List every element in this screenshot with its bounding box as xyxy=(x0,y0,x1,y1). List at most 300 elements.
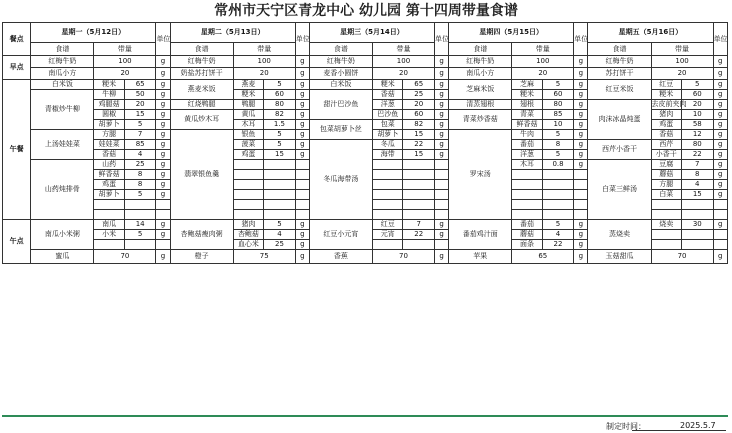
empty-cell xyxy=(94,200,124,210)
lunch-ingredient-qty: 10 xyxy=(542,120,574,130)
snack-ingredient: 猪肉 xyxy=(233,220,263,230)
lunch-dish: 肉沫冰晶炖蛋 xyxy=(588,100,651,140)
lunch-ingredient-qty: 82 xyxy=(264,110,296,120)
empty-cell xyxy=(574,190,588,200)
empty-cell xyxy=(435,240,449,250)
unit-cell: g xyxy=(156,160,170,170)
empty-cell xyxy=(156,240,170,250)
empty-cell xyxy=(156,210,170,220)
fruit-qty: 75 xyxy=(233,250,295,264)
empty-cell xyxy=(512,190,542,200)
fruit-name: 苹果 xyxy=(449,250,512,264)
empty-cell xyxy=(264,160,296,170)
lunch-ingredient-qty: 80 xyxy=(682,140,714,150)
empty-cell xyxy=(233,200,263,210)
lunch-ingredient-qty: 8 xyxy=(682,170,714,180)
snack-ingredient: 元宵 xyxy=(372,230,402,240)
empty-cell xyxy=(295,180,309,190)
meal-label-snack: 午点 xyxy=(3,220,31,264)
lunch-dish: 包菜胡萝卜丝 xyxy=(309,120,372,140)
unit-cell: g xyxy=(435,80,449,90)
empty-cell xyxy=(682,210,714,220)
lunch-ingredient: 红豆 xyxy=(651,80,681,90)
empty-cell xyxy=(372,170,402,180)
lunch-dish: 红烧鸭腿 xyxy=(170,100,233,110)
breakfast-dish: 红梅牛奶 xyxy=(31,56,94,68)
snack-ingredient-qty: 4 xyxy=(542,230,574,240)
lunch-ingredient: 番茄 xyxy=(512,140,542,150)
unit-cell: g xyxy=(156,140,170,150)
lunch-ingredient-qty: 20 xyxy=(403,100,435,110)
lunch-ingredient-qty: 8 xyxy=(124,180,156,190)
snack-dish: 红豆小元宵 xyxy=(309,220,372,250)
day-header: 星期三（5月14日） xyxy=(309,23,434,43)
empty-cell xyxy=(574,200,588,210)
breakfast-qty: 100 xyxy=(94,56,156,68)
fruit-qty: 70 xyxy=(94,250,156,264)
unit-cell: g xyxy=(713,180,727,190)
unit-cell: g xyxy=(295,150,309,160)
unit-cell: g xyxy=(435,120,449,130)
snack-dish: 杏鲍菇瘦肉粥 xyxy=(170,220,233,250)
lunch-ingredient: 包菜 xyxy=(372,120,402,130)
empty-cell xyxy=(574,170,588,180)
lunch-ingredient: 鲜香菇 xyxy=(512,120,542,130)
empty-cell xyxy=(512,170,542,180)
unit-cell: g xyxy=(574,90,588,100)
empty-cell xyxy=(372,210,402,220)
recipe-header: 食谱 xyxy=(309,43,372,56)
unit-cell: g xyxy=(295,56,309,68)
lunch-ingredient-qty: 5 xyxy=(542,80,574,90)
unit-cell: g xyxy=(713,130,727,140)
empty-cell xyxy=(94,210,124,220)
fruit-qty: 70 xyxy=(372,250,434,264)
breakfast-dish: 奶盐苏打饼干 xyxy=(170,68,233,80)
breakfast-qty: 20 xyxy=(651,68,713,80)
empty-cell xyxy=(713,200,727,210)
empty-cell xyxy=(124,210,156,220)
empty-cell xyxy=(372,200,402,210)
breakfast-dish: 红梅牛奶 xyxy=(170,56,233,68)
empty-cell xyxy=(295,160,309,170)
unit-cell: g xyxy=(574,150,588,160)
snack-ingredient: 南瓜 xyxy=(94,220,124,230)
lunch-ingredient: 娃娃菜 xyxy=(94,140,124,150)
lunch-ingredient-qty: 5 xyxy=(264,130,296,140)
empty-cell xyxy=(435,190,449,200)
lunch-ingredient-qty: 5 xyxy=(542,150,574,160)
empty-cell xyxy=(651,230,681,240)
meal-label-breakfast: 早点 xyxy=(3,56,31,80)
breakfast-dish: 麦香小圆饼 xyxy=(309,68,372,80)
lunch-ingredient: 巴沙鱼 xyxy=(372,110,402,120)
lunch-dish: 黄瓜炒木耳 xyxy=(170,110,233,130)
meal-label-lunch: 午餐 xyxy=(3,80,31,220)
unit-cell: g xyxy=(574,140,588,150)
lunch-ingredient: 粳米 xyxy=(94,80,124,90)
snack-ingredient-qty: 5 xyxy=(124,230,156,240)
lunch-ingredient-qty: 5 xyxy=(542,130,574,140)
unit-cell: g xyxy=(435,68,449,80)
lunch-dish: 罗宋汤 xyxy=(449,130,512,220)
breakfast-dish: 苏打饼干 xyxy=(588,68,651,80)
lunch-ingredient-qty: 60 xyxy=(542,90,574,100)
lunch-ingredient: 燕麦 xyxy=(233,80,263,90)
empty-cell xyxy=(372,190,402,200)
empty-cell xyxy=(512,210,542,220)
lunch-ingredient-qty: 1.5 xyxy=(264,120,296,130)
breakfast-dish: 南瓜小方 xyxy=(449,68,512,80)
unit-cell: g xyxy=(713,110,727,120)
footer-underline xyxy=(632,430,726,431)
unit-cell: g xyxy=(574,250,588,264)
snack-ingredient: 面条 xyxy=(512,240,542,250)
empty-cell xyxy=(233,210,263,220)
empty-cell xyxy=(574,180,588,190)
unit-cell: g xyxy=(156,80,170,90)
unit-cell: g xyxy=(156,130,170,140)
lunch-ingredient-qty: 15 xyxy=(124,110,156,120)
lunch-ingredient-qty: 5 xyxy=(264,80,296,90)
empty-cell xyxy=(403,180,435,190)
empty-cell xyxy=(372,180,402,190)
empty-cell xyxy=(512,180,542,190)
unit-cell: g xyxy=(295,240,309,250)
unit-cell: g xyxy=(713,170,727,180)
lunch-ingredient-qty: 5 xyxy=(124,190,156,200)
lunch-ingredient: 翅根 xyxy=(512,100,542,110)
lunch-ingredient: 菠菜 xyxy=(233,140,263,150)
empty-cell xyxy=(435,200,449,210)
unit-cell: g xyxy=(435,100,449,110)
lunch-ingredient: 山药 xyxy=(94,160,124,170)
lunch-ingredient: 香菇 xyxy=(94,150,124,160)
empty-cell xyxy=(403,240,435,250)
lunch-ingredient: 鲜香菇 xyxy=(94,170,124,180)
lunch-dish: 红豆米饭 xyxy=(588,80,651,100)
quantity-header: 带量 xyxy=(233,43,295,56)
lunch-ingredient-qty: 85 xyxy=(542,110,574,120)
unit-cell: g xyxy=(574,68,588,80)
unit-cell: g xyxy=(435,250,449,264)
breakfast-dish: 南瓜小方 xyxy=(31,68,94,80)
empty-cell xyxy=(124,240,156,250)
lunch-ingredient-qty: 82 xyxy=(403,120,435,130)
unit-cell: g xyxy=(435,130,449,140)
lunch-ingredient: 方腿 xyxy=(651,180,681,190)
lunch-ingredient: 胡萝卜 xyxy=(94,120,124,130)
unit-cell: g xyxy=(713,160,727,170)
snack-ingredient: 烧卖 xyxy=(651,220,681,230)
unit-cell: g xyxy=(574,220,588,230)
lunch-ingredient: 黄瓜 xyxy=(233,110,263,120)
empty-cell xyxy=(372,240,402,250)
empty-cell xyxy=(264,210,296,220)
unit-cell: g xyxy=(435,56,449,68)
page-title: 常州市天宁区青龙中心 幼儿园 第十四周带量食谱 xyxy=(214,3,518,19)
snack-ingredient-qty: 5 xyxy=(264,220,296,230)
unit-cell: g xyxy=(713,140,727,150)
unit-cell: g xyxy=(713,90,727,100)
unit-cell: g xyxy=(435,140,449,150)
lunch-ingredient: 蘑菇 xyxy=(651,170,681,180)
breakfast-qty: 20 xyxy=(233,68,295,80)
lunch-ingredient: 青菜 xyxy=(512,110,542,120)
unit-cell: g xyxy=(574,130,588,140)
empty-cell xyxy=(403,170,435,180)
unit-cell: g xyxy=(435,150,449,160)
unit-cell: g xyxy=(574,110,588,120)
unit-cell: g xyxy=(156,120,170,130)
lunch-dish: 上汤娃娃菜 xyxy=(31,130,94,160)
unit-cell: g xyxy=(574,100,588,110)
empty-cell xyxy=(682,230,714,240)
lunch-ingredient-qty: 60 xyxy=(682,90,714,100)
empty-cell xyxy=(295,210,309,220)
lunch-dish: 芝麻米饭 xyxy=(449,80,512,100)
lunch-ingredient-qty: 80 xyxy=(264,100,296,110)
unit-header: 单位 xyxy=(295,23,309,56)
snack-ingredient-qty: 25 xyxy=(264,240,296,250)
snack-ingredient: 杏鲍菇 xyxy=(233,230,263,240)
lunch-ingredient-qty: 25 xyxy=(403,90,435,100)
unit-cell: g xyxy=(435,230,449,240)
lunch-dish: 山药炖排骨 xyxy=(31,160,94,220)
lunch-ingredient-qty: 65 xyxy=(124,80,156,90)
lunch-ingredient-qty: 22 xyxy=(682,150,714,160)
lunch-ingredient: 猪肉 xyxy=(651,110,681,120)
unit-cell: g xyxy=(156,110,170,120)
empty-cell xyxy=(574,210,588,220)
unit-cell: g xyxy=(713,220,727,230)
lunch-dish: 白菜三鲜汤 xyxy=(588,160,651,220)
empty-cell xyxy=(233,180,263,190)
empty-cell xyxy=(651,210,681,220)
empty-cell xyxy=(403,190,435,200)
lunch-ingredient: 白菜 xyxy=(651,190,681,200)
empty-cell xyxy=(372,160,402,170)
lunch-ingredient: 鸡腿菇 xyxy=(94,100,124,110)
lunch-ingredient: 胡萝卜 xyxy=(372,130,402,140)
unit-cell: g xyxy=(435,90,449,100)
recipe-header: 食谱 xyxy=(170,43,233,56)
fruit-name: 香蕉 xyxy=(309,250,372,264)
snack-ingredient: 血心米 xyxy=(233,240,263,250)
day-header: 星期五（5月16日） xyxy=(588,23,713,43)
lunch-ingredient: 牛肉 xyxy=(512,130,542,140)
empty-cell xyxy=(682,240,714,250)
snack-ingredient-qty: 22 xyxy=(542,240,574,250)
unit-cell: g xyxy=(295,68,309,80)
lunch-ingredient-qty: 60 xyxy=(264,90,296,100)
lunch-ingredient: 小香干 xyxy=(651,150,681,160)
unit-cell: g xyxy=(574,120,588,130)
unit-cell: g xyxy=(574,160,588,170)
snack-dish: 番茄鸡汁面 xyxy=(449,220,512,250)
lunch-ingredient: 西芹 xyxy=(651,140,681,150)
empty-cell xyxy=(542,200,574,210)
unit-cell: g xyxy=(295,250,309,264)
unit-cell: g xyxy=(295,220,309,230)
empty-cell xyxy=(403,210,435,220)
empty-cell xyxy=(233,190,263,200)
lunch-ingredient: 牛柳 xyxy=(94,90,124,100)
snack-ingredient: 小米 xyxy=(94,230,124,240)
unit-cell: g xyxy=(295,230,309,240)
snack-ingredient-qty: 22 xyxy=(403,230,435,240)
unit-cell: g xyxy=(713,120,727,130)
unit-cell: g xyxy=(156,180,170,190)
lunch-ingredient: 方腿 xyxy=(94,130,124,140)
lunch-ingredient-qty: 5 xyxy=(682,80,714,90)
snack-ingredient: 红豆 xyxy=(372,220,402,230)
empty-cell xyxy=(94,240,124,250)
empty-cell xyxy=(295,170,309,180)
lunch-ingredient: 香菇 xyxy=(651,130,681,140)
lunch-ingredient: 洋葱 xyxy=(512,150,542,160)
lunch-ingredient: 海带 xyxy=(372,150,402,160)
unit-cell: g xyxy=(156,100,170,110)
empty-cell xyxy=(264,190,296,200)
snack-dish: 蒸烧卖 xyxy=(588,220,651,250)
recipe-header: 食谱 xyxy=(588,43,651,56)
breakfast-qty: 100 xyxy=(651,56,713,68)
snack-ingredient-qty: 14 xyxy=(124,220,156,230)
empty-cell xyxy=(542,210,574,220)
empty-cell xyxy=(264,170,296,180)
lunch-ingredient: 粳米 xyxy=(372,80,402,90)
unit-cell: g xyxy=(713,250,727,264)
lunch-ingredient: 去皮前夹肉 xyxy=(651,100,687,108)
empty-cell xyxy=(403,160,435,170)
unit-cell: g xyxy=(295,140,309,150)
lunch-ingredient-qty: 15 xyxy=(403,130,435,140)
unit-cell: g xyxy=(295,80,309,90)
lunch-ingredient-qty: 7 xyxy=(682,160,714,170)
lunch-ingredient: 芝麻 xyxy=(512,80,542,90)
empty-cell xyxy=(264,200,296,210)
breakfast-qty: 100 xyxy=(372,56,434,68)
quantity-header: 带量 xyxy=(94,43,156,56)
empty-cell xyxy=(542,180,574,190)
unit-cell: g xyxy=(713,150,727,160)
quantity-header: 带量 xyxy=(651,43,713,56)
breakfast-qty: 20 xyxy=(512,68,574,80)
empty-cell xyxy=(512,200,542,210)
unit-cell: g xyxy=(713,68,727,80)
unit-cell: g xyxy=(156,90,170,100)
meal-column-header: 餐点 xyxy=(3,23,31,56)
snack-ingredient-qty: 7 xyxy=(403,220,435,230)
lunch-ingredient-qty: 20 xyxy=(682,100,714,110)
unit-cell: g xyxy=(295,90,309,100)
breakfast-dish: 红梅牛奶 xyxy=(309,56,372,68)
lunch-ingredient: 胡萝卜 xyxy=(94,190,124,200)
unit-cell: g xyxy=(156,170,170,180)
lunch-ingredient-qty: 15 xyxy=(403,150,435,160)
empty-cell xyxy=(435,210,449,220)
lunch-ingredient: 鸡蛋 xyxy=(651,120,681,130)
unit-cell: g xyxy=(435,220,449,230)
sheet-bottom-bar xyxy=(2,415,728,417)
empty-cell xyxy=(542,170,574,180)
empty-cell xyxy=(295,190,309,200)
lunch-dish: 青椒炒牛柳 xyxy=(31,90,94,130)
empty-cell xyxy=(233,160,263,170)
fruit-name: 橙子 xyxy=(170,250,233,264)
snack-ingredient: 蘑菇 xyxy=(512,230,542,240)
quantity-header: 带量 xyxy=(512,43,574,56)
snack-ingredient-qty: 4 xyxy=(264,230,296,240)
unit-cell: g xyxy=(156,220,170,230)
lunch-ingredient-qty: 65 xyxy=(403,80,435,90)
lunch-ingredient-qty: 22 xyxy=(403,140,435,150)
unit-cell: g xyxy=(295,120,309,130)
recipe-header: 食谱 xyxy=(449,43,512,56)
lunch-ingredient-qty: 58 xyxy=(682,120,714,130)
lunch-ingredient: 冬瓜 xyxy=(372,140,402,150)
lunch-ingredient: 银鱼 xyxy=(233,130,263,140)
lunch-ingredient-qty: 12 xyxy=(682,130,714,140)
snack-ingredient-qty: 5 xyxy=(542,220,574,230)
fruit-name: 蜜瓜 xyxy=(31,250,94,264)
lunch-ingredient: 木耳 xyxy=(512,160,542,170)
lunch-ingredient: 鸭腿 xyxy=(233,100,263,110)
lunch-dish: 白米饭 xyxy=(31,80,94,90)
unit-cell: g xyxy=(156,56,170,68)
lunch-ingredient-qty: 5 xyxy=(124,120,156,130)
lunch-dish: 清蒸翅根 xyxy=(449,100,512,110)
lunch-ingredient-qty: 15 xyxy=(264,150,296,160)
lunch-dish: 白米饭 xyxy=(309,80,372,90)
lunch-dish: 西芹小香干 xyxy=(588,140,651,160)
fruit-qty: 65 xyxy=(512,250,574,264)
unit-cell: g xyxy=(713,80,727,90)
fruit-name: 玉菇甜瓜 xyxy=(588,250,651,264)
lunch-ingredient-qty: 5 xyxy=(264,140,296,150)
day-header: 星期四（5月15日） xyxy=(449,23,574,43)
fruit-qty: 70 xyxy=(651,250,713,264)
empty-cell xyxy=(295,200,309,210)
empty-cell xyxy=(264,180,296,190)
unit-header: 单位 xyxy=(435,23,449,56)
lunch-ingredient-qty: 10 xyxy=(682,110,714,120)
unit-cell: g xyxy=(295,100,309,110)
unit-cell: g xyxy=(156,230,170,240)
unit-cell: g xyxy=(295,130,309,140)
unit-cell: g xyxy=(713,56,727,68)
day-header: 星期一（5月12日） xyxy=(31,23,156,43)
lunch-ingredient: 粳米 xyxy=(233,90,263,100)
empty-cell xyxy=(435,170,449,180)
lunch-dish: 燕麦米饭 xyxy=(170,80,233,100)
empty-cell xyxy=(713,230,727,240)
snack-ingredient-qty: 30 xyxy=(682,220,714,230)
empty-cell xyxy=(403,200,435,210)
lunch-dish: 翡翠银鱼羹 xyxy=(170,130,233,220)
lunch-ingredient-qty: 50 xyxy=(124,90,156,100)
unit-cell: g xyxy=(156,150,170,160)
lunch-ingredient: 粳米 xyxy=(512,90,542,100)
breakfast-qty: 20 xyxy=(94,68,156,80)
empty-cell xyxy=(124,200,156,210)
lunch-ingredient-qty: 20 xyxy=(124,100,156,110)
lunch-ingredient: 粳米 xyxy=(651,90,681,100)
lunch-dish: 甜汁巴沙鱼 xyxy=(309,90,372,120)
empty-cell xyxy=(233,170,263,180)
lunch-dish: 青菜炒香菇 xyxy=(449,110,512,130)
